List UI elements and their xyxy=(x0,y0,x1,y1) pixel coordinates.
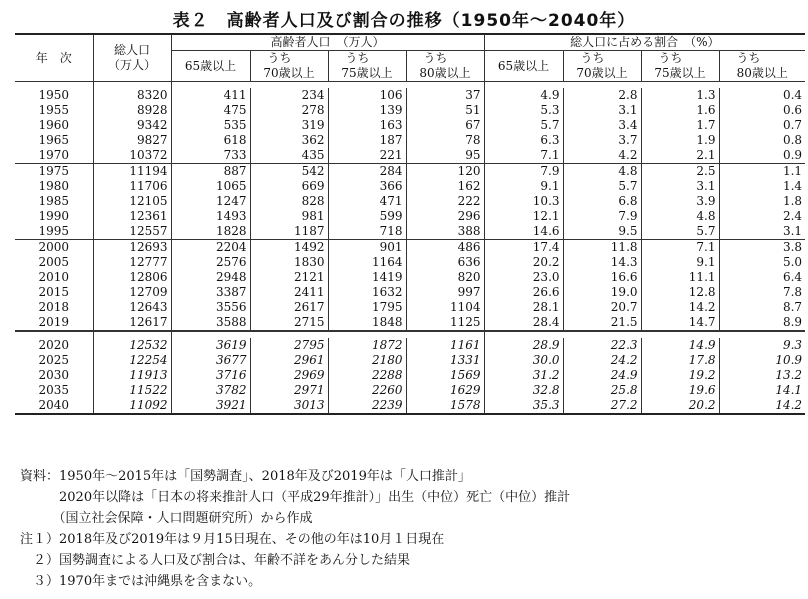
cell-p65: 618 xyxy=(171,133,250,148)
cell-p75: 163 xyxy=(328,118,406,133)
cell-p65: 3716 xyxy=(171,368,250,383)
cell-r75: 7.1 xyxy=(641,240,719,256)
cell-p80: 388 xyxy=(406,224,484,240)
cell-year: 1950 xyxy=(15,88,93,103)
cell-p75: 1848 xyxy=(328,315,406,331)
cell-r65: 14.6 xyxy=(484,224,563,240)
header-year: 年 次 xyxy=(15,34,93,82)
cell-p65: 3588 xyxy=(171,315,250,331)
cell-total: 10372 xyxy=(93,148,171,164)
cell-total: 12806 xyxy=(129,270,168,284)
cell-p65: 3782 xyxy=(171,383,250,398)
cell-total: 11092 xyxy=(93,398,171,414)
cell-total: 11194 xyxy=(129,164,168,178)
cell-r75: 14.7 xyxy=(641,315,719,331)
cell-r65: 10.3 xyxy=(484,194,563,209)
cell-p75: 718 xyxy=(328,224,406,240)
cell-r65: 32.8 xyxy=(484,383,563,398)
cell-total: 9342 xyxy=(136,118,168,132)
cell-r80: 9.3 xyxy=(719,338,805,353)
cell-p70: 234 xyxy=(250,88,328,103)
cell-year: 1990 xyxy=(15,209,93,224)
cell-p65: 3619 xyxy=(171,338,250,353)
cell-r65: 4.9 xyxy=(484,88,563,103)
cell-p65: 733 xyxy=(171,148,250,164)
cell-r80: 7.8 xyxy=(719,285,805,300)
cell-r75: 20.2 xyxy=(641,398,719,414)
table-row xyxy=(15,300,805,315)
cell-r70: 3.1 xyxy=(563,103,641,118)
cell-p75: 599 xyxy=(328,209,406,224)
header-p70 xyxy=(250,51,328,82)
cell-p80: 51 xyxy=(406,103,484,118)
cell-p80: 1629 xyxy=(406,383,484,398)
cell-r70: 4.8 xyxy=(563,164,641,180)
cell-r70: 3.4 xyxy=(563,118,641,133)
cell-p65: 411 xyxy=(171,88,250,103)
cell-p70: 1187 xyxy=(250,224,328,240)
cell-r70: 22.3 xyxy=(563,338,641,353)
cell-r65: 6.3 xyxy=(484,133,563,148)
cell-p65: 2576 xyxy=(171,255,250,270)
cell-r75: 14.2 xyxy=(641,300,719,315)
note-1: 注１）2018年及び2019年は９月15日現在、その他の年は10月１日現在 xyxy=(20,532,445,547)
header-r75-label: 75歳以上 xyxy=(654,66,706,80)
cell-r65: 30.0 xyxy=(484,353,563,368)
cell-p80: 67 xyxy=(406,118,484,133)
cell-r80: 0.8 xyxy=(719,133,805,148)
cell-p75: 284 xyxy=(328,164,406,180)
cell-r70: 7.9 xyxy=(563,209,641,224)
cell-p65: 1493 xyxy=(171,209,250,224)
table-body xyxy=(15,82,805,415)
note-3: ３）1970年までは沖縄県を含まない。 xyxy=(20,574,262,589)
header-r65: 65歳以上 xyxy=(484,51,563,82)
cell-p80: 120 xyxy=(406,164,484,180)
header-p75-label: 75歳以上 xyxy=(341,66,393,80)
table-row xyxy=(15,368,805,383)
cell-r70: 4.2 xyxy=(563,148,641,164)
cell-r80: 13.2 xyxy=(719,368,805,383)
cell-r75: 12.8 xyxy=(641,285,719,300)
header-p70-uchi: うち xyxy=(267,51,292,65)
cell-r65: 28.4 xyxy=(484,315,563,331)
cell-r65: 28.9 xyxy=(484,338,563,353)
cell-r70: 11.8 xyxy=(563,240,641,256)
table-row xyxy=(15,179,805,194)
cell-r70: 27.2 xyxy=(563,398,641,414)
cell-r65: 28.1 xyxy=(484,300,563,315)
cell-p70: 278 xyxy=(250,103,328,118)
cell-r75: 1.7 xyxy=(641,118,719,133)
cell-r80: 1.8 xyxy=(719,194,805,209)
cell-year: 1980 xyxy=(15,179,93,194)
cell-p70: 2961 xyxy=(250,353,328,368)
table-row xyxy=(15,88,805,103)
cell-p70: 3013 xyxy=(250,398,328,414)
cell-r65: 7.1 xyxy=(484,148,563,164)
cell-r70: 21.5 xyxy=(563,315,641,331)
cell-year: 1985 xyxy=(15,194,93,209)
cell-r80: 1.1 xyxy=(719,164,805,180)
header-p70-label: 70歳以上 xyxy=(263,66,315,80)
cell-total: 12532 xyxy=(129,338,168,352)
cell-year: 1995 xyxy=(15,224,93,240)
cell-r80: 8.7 xyxy=(719,300,805,315)
header-p75-uchi: うち xyxy=(345,51,370,65)
header-p75 xyxy=(328,51,406,82)
header-group-elderly: 高齢者人口 （万人） xyxy=(171,34,484,51)
cell-p65: 887 xyxy=(171,164,250,180)
cell-p75: 1419 xyxy=(328,270,406,285)
elderly-population-table xyxy=(15,33,805,415)
cell-p65: 2948 xyxy=(171,270,250,285)
cell-r70: 2.8 xyxy=(563,88,641,103)
cell-r80: 0.6 xyxy=(719,103,805,118)
cell-r80: 8.9 xyxy=(719,315,805,331)
header-total xyxy=(93,34,171,82)
header-r75-uchi: うち xyxy=(658,51,683,65)
cell-year: 1970 xyxy=(15,148,93,164)
cell-year: 2005 xyxy=(15,255,93,270)
cell-r75: 3.9 xyxy=(641,194,719,209)
cell-p80: 636 xyxy=(406,255,484,270)
cell-p65: 3556 xyxy=(171,300,250,315)
header-p80-uchi: うち xyxy=(423,51,448,65)
cell-p80: 37 xyxy=(406,88,484,103)
cell-p65: 2204 xyxy=(171,240,250,256)
table-row xyxy=(15,270,805,285)
cell-r65: 31.2 xyxy=(484,368,563,383)
cell-p70: 319 xyxy=(250,118,328,133)
header-r70-uchi: うち xyxy=(580,51,605,65)
cell-p70: 1492 xyxy=(250,240,328,256)
notes xyxy=(20,466,570,592)
cell-r80: 14.2 xyxy=(719,398,805,414)
cell-r65: 12.1 xyxy=(484,209,563,224)
cell-r75: 1.3 xyxy=(641,88,719,103)
cell-p70: 2715 xyxy=(250,315,328,331)
header-r80-uchi: うち xyxy=(736,51,761,65)
cell-p75: 1872 xyxy=(328,338,406,353)
cell-total: 11522 xyxy=(129,383,168,397)
cell-p70: 435 xyxy=(250,148,328,164)
cell-p75: 1164 xyxy=(328,255,406,270)
table-row xyxy=(15,315,805,331)
cell-total: 12254 xyxy=(129,353,168,367)
cell-year: 2035 xyxy=(15,383,93,398)
cell-total: 12709 xyxy=(129,285,168,299)
cell-p65: 475 xyxy=(171,103,250,118)
cell-p75: 106 xyxy=(328,88,406,103)
cell-total: 12777 xyxy=(129,255,168,269)
cell-p75: 1632 xyxy=(328,285,406,300)
cell-r80: 2.4 xyxy=(719,209,805,224)
cell-p80: 78 xyxy=(406,133,484,148)
cell-r75: 14.9 xyxy=(641,338,719,353)
table-row xyxy=(15,353,805,368)
cell-p75: 901 xyxy=(328,240,406,256)
cell-r70: 19.0 xyxy=(563,285,641,300)
cell-p65: 535 xyxy=(171,118,250,133)
table-row xyxy=(15,224,805,240)
cell-p70: 669 xyxy=(250,179,328,194)
cell-p80: 1331 xyxy=(406,353,484,368)
table-row xyxy=(15,209,805,224)
cell-r75: 1.9 xyxy=(641,133,719,148)
cell-p70: 2411 xyxy=(250,285,328,300)
table-row xyxy=(15,133,805,148)
cell-p70: 981 xyxy=(250,209,328,224)
cell-r75: 19.6 xyxy=(641,383,719,398)
cell-year: 1975 xyxy=(15,164,93,180)
cell-r75: 4.8 xyxy=(641,209,719,224)
cell-p70: 362 xyxy=(250,133,328,148)
cell-r65: 7.9 xyxy=(484,164,563,180)
cell-total: 11706 xyxy=(129,179,168,193)
cell-total: 12557 xyxy=(93,224,171,240)
header-p65: 65歳以上 xyxy=(171,51,250,82)
table-row xyxy=(15,118,805,133)
cell-r75: 2.5 xyxy=(641,164,719,180)
table-row xyxy=(15,240,805,256)
cell-year: 1955 xyxy=(15,103,93,118)
cell-total: 12361 xyxy=(129,209,168,223)
cell-r70: 24.2 xyxy=(563,353,641,368)
cell-p70: 1830 xyxy=(250,255,328,270)
cell-r80: 1.4 xyxy=(719,179,805,194)
cell-p80: 95 xyxy=(406,148,484,164)
table-row xyxy=(15,398,805,414)
cell-p80: 1569 xyxy=(406,368,484,383)
cell-total: 12105 xyxy=(129,194,168,208)
note-2: ２）国勢調査による人口及び割合は、年齢不詳をあん分した結果 xyxy=(20,553,411,568)
cell-total: 8928 xyxy=(136,103,168,117)
cell-p75: 2239 xyxy=(328,398,406,414)
note-source-2: 2020年以降は「日本の将来推計人口（平成29年推計）」出生（中位）死亡（中位）推計 xyxy=(20,490,571,505)
cell-p80: 1578 xyxy=(406,398,484,414)
cell-total: 12693 xyxy=(129,240,168,254)
cell-r80: 6.4 xyxy=(719,270,805,285)
cell-total: 8320 xyxy=(136,88,168,102)
cell-r70: 5.7 xyxy=(563,179,641,194)
cell-r65: 20.2 xyxy=(484,255,563,270)
cell-p70: 542 xyxy=(250,164,328,180)
cell-p80: 820 xyxy=(406,270,484,285)
header-r75 xyxy=(641,51,719,82)
cell-total: 12617 xyxy=(93,315,171,331)
cell-year: 2020 xyxy=(15,338,93,353)
cell-total: 12643 xyxy=(129,300,168,314)
header-p80 xyxy=(406,51,484,82)
cell-r70: 3.7 xyxy=(563,133,641,148)
cell-p80: 997 xyxy=(406,285,484,300)
cell-r80: 14.1 xyxy=(719,383,805,398)
cell-r75: 11.1 xyxy=(641,270,719,285)
cell-p80: 486 xyxy=(406,240,484,256)
cell-r75: 19.2 xyxy=(641,368,719,383)
header-group-share: 総人口に占める割合 （%） xyxy=(484,34,805,51)
cell-r80: 5.0 xyxy=(719,255,805,270)
cell-r80: 3.8 xyxy=(719,240,805,256)
cell-p70: 2121 xyxy=(250,270,328,285)
cell-r65: 17.4 xyxy=(484,240,563,256)
table-row xyxy=(15,338,805,353)
cell-p75: 366 xyxy=(328,179,406,194)
cell-r80: 0.9 xyxy=(719,148,805,164)
cell-r65: 5.3 xyxy=(484,103,563,118)
cell-p75: 2288 xyxy=(328,368,406,383)
table-row xyxy=(15,255,805,270)
table-row xyxy=(15,164,805,180)
note-source-1: 資料：1950年～2015年は「国勢調査」、2018年及び2019年は「人口推計」 xyxy=(20,469,471,484)
cell-r80: 0.7 xyxy=(719,118,805,133)
cell-r65: 9.1 xyxy=(484,179,563,194)
cell-r75: 5.7 xyxy=(641,224,719,240)
cell-p75: 471 xyxy=(328,194,406,209)
header-total-line1: 総人口 xyxy=(113,43,150,57)
cell-p75: 187 xyxy=(328,133,406,148)
cell-r75: 2.1 xyxy=(641,148,719,164)
cell-p75: 2260 xyxy=(328,383,406,398)
cell-p65: 1065 xyxy=(171,179,250,194)
cell-p75: 139 xyxy=(328,103,406,118)
cell-p70: 828 xyxy=(250,194,328,209)
cell-r70: 25.8 xyxy=(563,383,641,398)
cell-year: 2018 xyxy=(15,300,93,315)
cell-p70: 2969 xyxy=(250,368,328,383)
cell-p80: 1104 xyxy=(406,300,484,315)
cell-year: 2040 xyxy=(15,398,93,414)
header-p80-label: 80歳以上 xyxy=(419,66,471,80)
cell-r75: 1.6 xyxy=(641,103,719,118)
cell-r80: 3.1 xyxy=(719,224,805,240)
cell-r65: 23.0 xyxy=(484,270,563,285)
cell-total: 11913 xyxy=(129,368,168,382)
cell-r70: 20.7 xyxy=(563,300,641,315)
cell-r70: 6.8 xyxy=(563,194,641,209)
cell-year: 2000 xyxy=(15,240,93,256)
cell-total: 9827 xyxy=(136,133,168,147)
cell-year: 2010 xyxy=(15,270,93,285)
cell-p80: 222 xyxy=(406,194,484,209)
cell-p70: 2617 xyxy=(250,300,328,315)
cell-p75: 1795 xyxy=(328,300,406,315)
cell-year: 2015 xyxy=(15,285,93,300)
cell-p80: 1161 xyxy=(406,338,484,353)
cell-year: 1965 xyxy=(15,133,93,148)
note-source-3: （国立社会保障・人口問題研究所）から作成 xyxy=(20,511,313,526)
cell-year: 2025 xyxy=(15,353,93,368)
cell-p65: 3677 xyxy=(171,353,250,368)
cell-r65: 26.6 xyxy=(484,285,563,300)
cell-r75: 17.8 xyxy=(641,353,719,368)
table-row xyxy=(15,148,805,164)
cell-p80: 296 xyxy=(406,209,484,224)
header-r80-label: 80歳以上 xyxy=(736,66,788,80)
cell-p75: 221 xyxy=(328,148,406,164)
cell-r70: 16.6 xyxy=(563,270,641,285)
header-r70-label: 70歳以上 xyxy=(576,66,628,80)
cell-p75: 2180 xyxy=(328,353,406,368)
page-title: 表２ 高齢者人口及び割合の推移（1950年～2040年） xyxy=(172,11,636,31)
table-row xyxy=(15,285,805,300)
header-r70 xyxy=(563,51,641,82)
cell-r70: 9.5 xyxy=(563,224,641,240)
cell-r65: 5.7 xyxy=(484,118,563,133)
cell-p65: 3921 xyxy=(171,398,250,414)
table-row xyxy=(15,103,805,118)
cell-year: 2030 xyxy=(15,368,93,383)
cell-r75: 9.1 xyxy=(641,255,719,270)
table-row xyxy=(15,383,805,398)
cell-p70: 2971 xyxy=(250,383,328,398)
cell-r80: 10.9 xyxy=(719,353,805,368)
header-total-line2: （万人） xyxy=(107,58,156,72)
cell-p80: 162 xyxy=(406,179,484,194)
cell-r80: 0.4 xyxy=(719,88,805,103)
cell-r65: 35.3 xyxy=(484,398,563,414)
cell-p65: 1247 xyxy=(171,194,250,209)
cell-r75: 3.1 xyxy=(641,179,719,194)
header-r80 xyxy=(719,51,805,82)
cell-p65: 3387 xyxy=(171,285,250,300)
cell-p70: 2795 xyxy=(250,338,328,353)
cell-p80: 1125 xyxy=(406,315,484,331)
cell-r70: 14.3 xyxy=(563,255,641,270)
cell-year: 2019 xyxy=(15,315,93,331)
cell-r70: 24.9 xyxy=(563,368,641,383)
table-row xyxy=(15,194,805,209)
cell-year: 1960 xyxy=(15,118,93,133)
cell-p65: 1828 xyxy=(171,224,250,240)
